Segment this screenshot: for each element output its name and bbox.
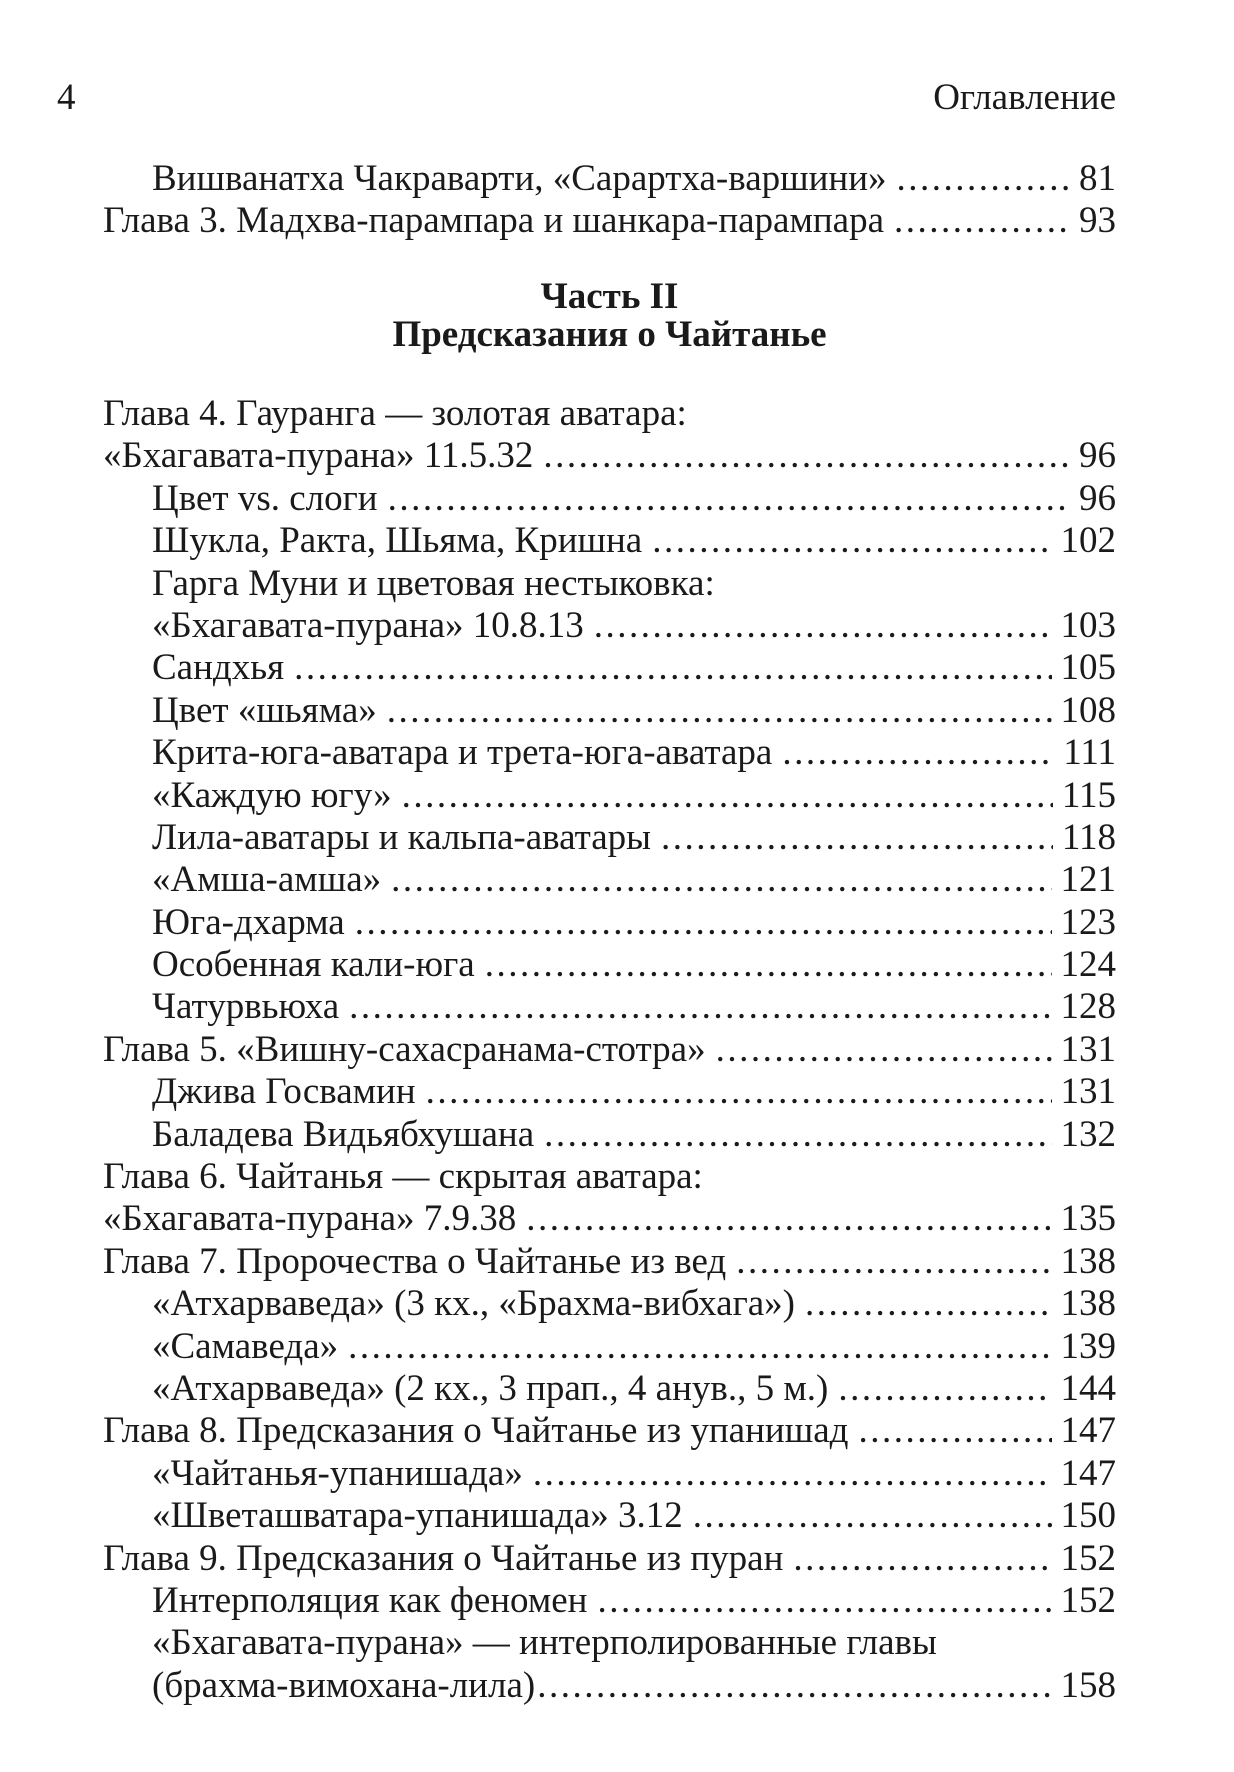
toc-entry-title: «Амша-амша» (152, 859, 382, 901)
toc-entry-title: Глава 7. Пророчества о Чайтанье из вед (103, 1240, 727, 1282)
toc-entry[interactable] (103, 690, 1116, 732)
toc-entry-title: Джива Госвамин (152, 1071, 416, 1113)
dot-leader (661, 817, 1053, 859)
toc-entry-page: 81 (1079, 158, 1116, 199)
toc-entry-page: 111 (1063, 732, 1116, 774)
toc-entry-title: Юга-дхарма (152, 901, 345, 943)
toc-entry[interactable] (103, 1326, 1116, 1368)
toc-entry-title: Цвет vs. слоги (152, 477, 378, 519)
toc-entry-title: Глава 6. Чайтанья — скрытая аватара: (103, 1156, 703, 1198)
toc-entry[interactable] (103, 732, 1116, 774)
page-header (57, 77, 1116, 119)
toc-entry-page: 93 (1079, 200, 1116, 242)
dot-leader (652, 520, 1051, 562)
dot-leader (693, 1495, 1052, 1537)
toc-entry-page: 147 (1060, 1452, 1116, 1494)
toc-entry-title: «Атхарваведа» (2 кх., 3 прап., 4 анув., 5 м.) (152, 1367, 829, 1409)
dot-leader (544, 1114, 1051, 1156)
part-number: Часть II (540, 276, 679, 317)
toc-entry-title: «Атхарваведа» (3 кх., «Брахма-вибхага») (152, 1283, 795, 1325)
dot-leader (543, 435, 1070, 477)
toc-entry-title: Шукла, Ракта, Шьяма, Кришна (152, 520, 643, 562)
toc-entry-page: 123 (1060, 901, 1116, 943)
dot-leader (594, 605, 1052, 647)
dot-leader (526, 1198, 1051, 1240)
dot-leader (387, 690, 1052, 732)
dot-leader (894, 200, 1070, 242)
toc-entry-page: 150 (1060, 1495, 1116, 1537)
toc-entry-page: 135 (1060, 1198, 1116, 1240)
dot-leader (805, 1283, 1052, 1325)
toc-entry-page: 103 (1060, 604, 1116, 646)
dot-leader (388, 478, 1070, 520)
toc-entry-title: Глава 3. Мадхва-парампара и шанкара-парампара (103, 200, 885, 242)
toc-entry-title: «Каждую югу» (152, 774, 392, 816)
toc-entry-page: 96 (1079, 477, 1116, 519)
toc-entry-title: «Шветашватара-упанишада» 3.12 (152, 1495, 683, 1537)
toc-section-part2 (103, 393, 1116, 1707)
dot-leader (348, 1326, 1051, 1368)
toc-entry-title: Вишванатха Чакраварти, «Сарартха-варшини» (152, 158, 887, 199)
dot-leader (597, 1580, 1051, 1622)
toc-entry[interactable] (103, 1071, 1116, 1113)
toc-entry-page: 115 (1061, 774, 1116, 816)
dot-leader (402, 775, 1053, 817)
toc-entry[interactable] (103, 1198, 1116, 1240)
toc-entry-page: 152 (1060, 1537, 1116, 1579)
toc-entry-title: Лила-аватары и кальпа-аватары (152, 816, 651, 858)
toc-entry-page: 139 (1060, 1325, 1116, 1367)
toc-entry[interactable] (103, 605, 1116, 647)
dot-leader (294, 647, 1051, 689)
toc-entry[interactable] (103, 817, 1116, 859)
toc-entry-page: 138 (1060, 1240, 1116, 1282)
dot-leader (838, 1368, 1051, 1410)
toc-entry-page: 96 (1079, 435, 1116, 477)
dot-leader (485, 944, 1052, 986)
toc-entry-title: Глава 4. Гауранга — золотая аватара: (103, 393, 687, 434)
toc-entry[interactable] (103, 1029, 1116, 1071)
toc-entry-title: «Бхагавата-пурана» 11.5.32 (103, 435, 534, 477)
toc-entry-title: «Чайтанья-упанишада» (152, 1452, 523, 1494)
toc-entry[interactable] (103, 775, 1116, 817)
toc-entry-page: 158 (1060, 1664, 1116, 1706)
toc-entry-title: Гарга Муни и цветовая нестыковка: (152, 562, 715, 604)
toc-entry[interactable] (103, 647, 1116, 689)
dot-leader (897, 158, 1070, 200)
toc-entry[interactable] (103, 1495, 1116, 1537)
dot-leader (426, 1071, 1052, 1113)
toc-entry-page: 118 (1061, 816, 1116, 858)
part-heading (103, 278, 1116, 354)
dot-leader (537, 1665, 1051, 1707)
toc-entry[interactable] (103, 158, 1116, 200)
toc-entry[interactable] (103, 1410, 1116, 1452)
dot-leader (782, 732, 1054, 774)
toc-entry[interactable] (103, 902, 1116, 944)
toc-entry[interactable] (103, 1665, 1116, 1707)
toc-entry[interactable] (103, 1538, 1116, 1580)
toc-entry[interactable] (103, 393, 1116, 435)
toc-entry-title: Крита-юга-аватара и трета-юга-аватара (152, 732, 773, 774)
toc-entry[interactable] (103, 563, 1116, 605)
toc-entry[interactable] (103, 1368, 1116, 1410)
toc-entry[interactable] (103, 478, 1116, 520)
running-title: Оглавление (933, 77, 1116, 118)
toc-entry[interactable] (103, 1580, 1116, 1622)
page-number: 4 (57, 77, 76, 118)
toc-entry-title: Чатурвьюха (152, 986, 340, 1028)
toc-entry[interactable] (103, 1283, 1116, 1325)
toc-entry[interactable] (103, 859, 1116, 901)
toc-entry-title: «Самаведа» (152, 1325, 339, 1367)
toc-entry[interactable] (103, 1241, 1116, 1283)
toc-entry-page: 108 (1060, 689, 1116, 731)
toc-entry-page: 124 (1060, 944, 1116, 986)
toc-entry[interactable] (103, 1114, 1116, 1156)
toc-entry-page: 147 (1060, 1410, 1116, 1452)
toc-entry-page: 132 (1060, 1113, 1116, 1155)
toc-entry[interactable] (103, 944, 1116, 986)
dot-leader (736, 1241, 1051, 1283)
toc-entry-page: 121 (1060, 859, 1116, 901)
toc-entry[interactable] (103, 986, 1116, 1028)
dot-leader (349, 986, 1051, 1028)
toc-entry-page: 144 (1060, 1367, 1116, 1409)
toc-entry-page: 152 (1060, 1579, 1116, 1621)
toc-entry-title: «Бхагавата-пурана» — интерполированные главы (152, 1622, 937, 1664)
toc-entry-page: 131 (1060, 1071, 1116, 1113)
toc-entry[interactable] (103, 520, 1116, 562)
toc-entry-title: «Бхагавата-пурана» 7.9.38 (103, 1198, 517, 1240)
toc-entry[interactable] (103, 435, 1116, 477)
toc-entry-title: Цвет «шьяма» (152, 689, 377, 731)
toc-entry[interactable] (103, 1156, 1116, 1198)
dot-leader (391, 859, 1051, 901)
toc-entry[interactable] (103, 1453, 1116, 1495)
toc-entry-page: 138 (1060, 1283, 1116, 1325)
dot-leader (858, 1410, 1051, 1452)
toc-entry-title: «Бхагавата-пурана» 10.8.13 (152, 604, 584, 646)
toc-entry-title: Глава 5. «Вишну-сахасранама-стотра» (103, 1028, 706, 1070)
dot-leader (793, 1538, 1051, 1580)
toc-entry-title: Баладева Видьябхушана (152, 1113, 535, 1155)
toc-entry-page: 131 (1060, 1028, 1116, 1070)
dot-leader (533, 1453, 1052, 1495)
toc-entry-page: 128 (1060, 986, 1116, 1028)
dot-leader (716, 1029, 1052, 1071)
toc-entry-title: Глава 9. Предсказания о Чайтанье из пуран (103, 1537, 784, 1579)
toc-section-part1-tail (103, 158, 1116, 243)
toc-entry-title: (брахма-вимохана-лила) (152, 1664, 536, 1706)
toc-entry[interactable] (103, 1622, 1116, 1664)
toc-entry-title: Интерполяция как феномен (152, 1579, 588, 1621)
dot-leader (355, 902, 1052, 944)
toc-entry-title: Особенная кали-юга (152, 944, 475, 986)
toc-entry-page: 105 (1060, 647, 1116, 689)
toc-entry-page: 102 (1060, 520, 1116, 562)
toc-entry-title: Сандхья (152, 647, 285, 689)
part-title: Предсказания о Чайтанье (392, 314, 827, 355)
toc-entry-title: Глава 8. Предсказания о Чайтанье из упанишад (103, 1410, 849, 1452)
toc-entry[interactable] (103, 200, 1116, 242)
